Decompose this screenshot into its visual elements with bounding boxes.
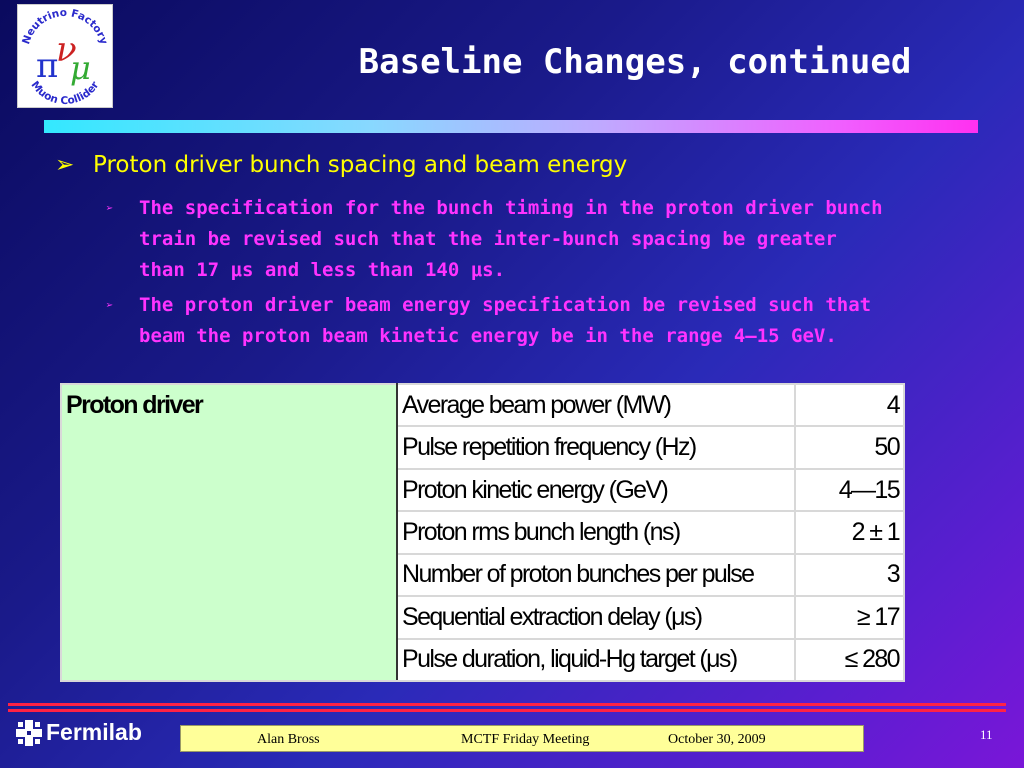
value-cell: 4—15 <box>795 469 904 511</box>
sub-bullet-line: The specification for the bunch timing in the proton driver bunch <box>139 197 883 219</box>
table-row <box>61 384 904 426</box>
logo-graphic <box>18 5 112 107</box>
proton-driver-table <box>60 383 905 682</box>
fermilab-icon <box>16 720 42 746</box>
logo-bottom-text: Muon Collider <box>28 79 102 107</box>
value-cell: 2 ± 1 <box>795 511 904 553</box>
param-cell: Pulse duration, liquid-Hg target (μs) <box>397 639 795 681</box>
param-cell: Pulse repetition frequency (Hz) <box>397 426 795 468</box>
value-cell: 4 <box>795 384 904 426</box>
arrow-bullet-icon: ➢ <box>106 298 114 312</box>
footer-date: October 30, 2009 <box>668 732 766 747</box>
title-divider <box>44 120 978 133</box>
footer-bar <box>180 725 864 752</box>
footer-meeting: MCTF Friday Meeting <box>461 732 590 747</box>
value-cell: 50 <box>795 426 904 468</box>
slide-title: Baseline Changes, continued <box>358 42 912 82</box>
param-cell: Average beam power (MW) <box>397 384 795 426</box>
value-cell: 3 <box>795 554 904 596</box>
value-cell: ≥ 17 <box>795 596 904 638</box>
footer-divider <box>8 703 1006 706</box>
sub-bullet-line: train be revised such that the inter-bunch spacing be greater <box>139 228 837 250</box>
logo-pi-glyph: π <box>36 46 59 86</box>
sub-bullet-line: The proton driver beam energy specification be revised such that <box>139 294 872 316</box>
param-cell: Sequential extraction delay (μs) <box>397 596 795 638</box>
sub-bullet-line: than 17 μs and less than 140 μs. <box>139 259 506 281</box>
logo-top-text: Neutrino Factory <box>20 6 110 46</box>
arrow-bullet-icon: ➢ <box>55 152 75 178</box>
page-number: 11 <box>980 727 993 742</box>
param-cell: Number of proton bunches per pulse <box>397 554 795 596</box>
main-bullet <box>55 152 627 178</box>
fermilab-logo <box>16 719 142 746</box>
arrow-bullet-icon: ➢ <box>106 201 114 215</box>
logo-nu-glyph: ν <box>56 30 77 70</box>
logo-mu-glyph: μ <box>70 49 91 87</box>
param-cell: Proton rms bunch length (ns) <box>397 511 795 553</box>
footer-author: Alan Bross <box>257 732 320 747</box>
main-bullet-text: Proton driver bunch spacing and beam energy <box>93 152 628 178</box>
footer-divider <box>8 709 1006 712</box>
table-heading: Proton driver <box>61 384 397 681</box>
param-cell: Proton kinetic energy (GeV) <box>397 469 795 511</box>
sub-bullet-2 <box>106 290 969 352</box>
sub-bullet-1 <box>106 193 969 286</box>
sub-bullet-line: beam the proton beam kinetic energy be in the range 4—15 GeV. <box>139 325 837 347</box>
neutrino-factory-muon-collider-logo <box>17 4 113 108</box>
fermilab-wordmark: Fermilab <box>46 719 142 745</box>
value-cell: ≤ 280 <box>795 639 904 681</box>
